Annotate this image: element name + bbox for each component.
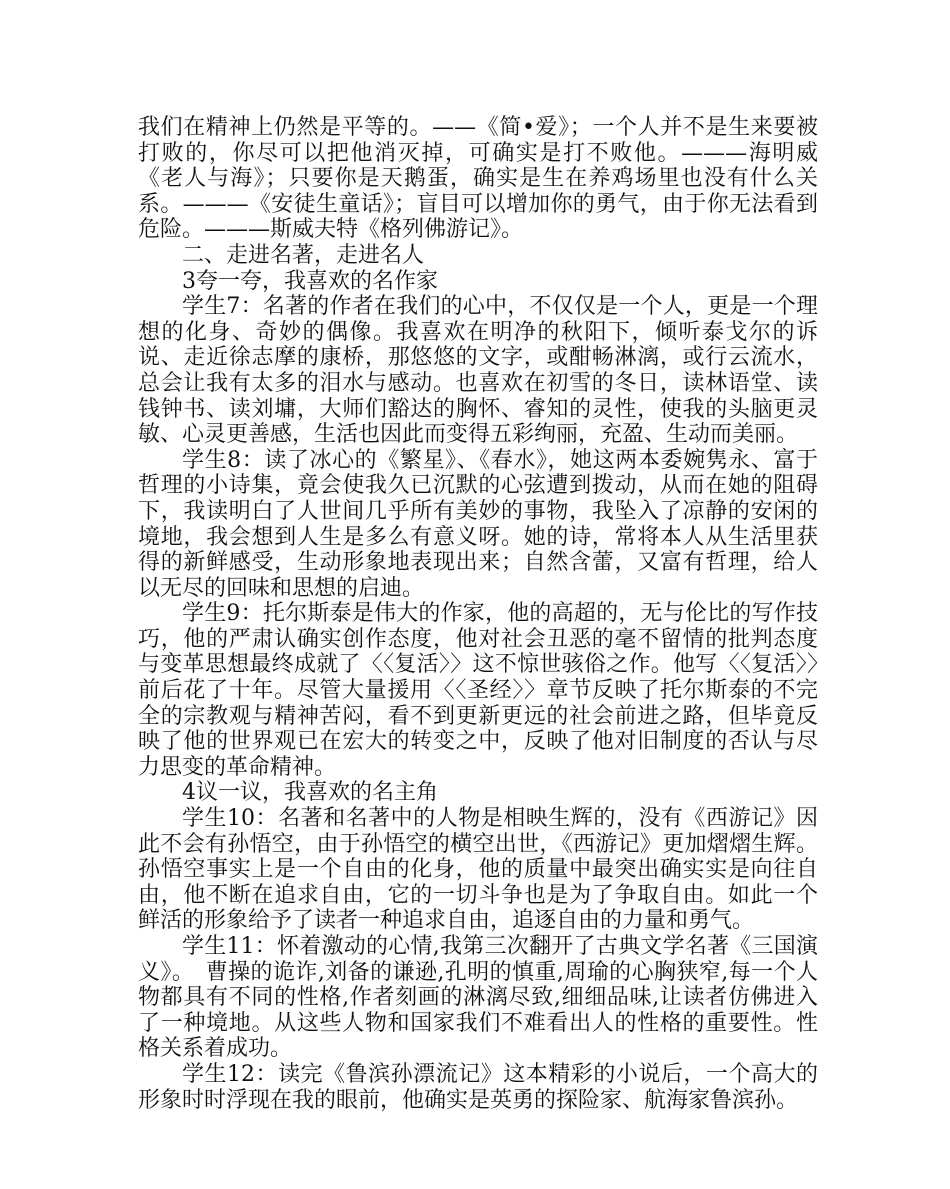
section-heading-two: 二、走进名著，走进名人 bbox=[182, 242, 425, 268]
paragraph-student-9: 学生9：托尔斯泰是伟大的作家，他的高超的，无与伦比的写作技巧，他的严肃认确实创作态度，他对社会丑恶的毫不留情的批判态度与变革思想最终成就了〈〈复活〉〉这不惊世骇俗之作。他写〈〈复活〉〉前后花了十年。尽管大量援用〈〈圣经〉〉章节反映了托尔斯泰的不完全的宗教观与精神苦闷，看不到更新更远的社会前进之路，但毕竟反映了他的世界观已在宏大的转变之中，反映了他对旧制度的否认与尽力思变的革命精神。 bbox=[138, 601, 818, 780]
paragraph-student-7: 学生7：名著的作者在我们的心中，不仅仅是一个人，更是一个理想的化身、奇妙的偶像。我喜欢在明净的秋阳下，倾听泰戈尔的诉说、走近徐志摩的康桥，那悠悠的文字，或酣畅淋漓，或行云流水，总会让我有太多的泪水与感动。也喜欢在初雪的冬日，读林语堂、读钱钟书、读刘墉，大师们豁达的胸怀、睿知的灵性，使我的头脑更灵敏、心灵更善感，生活也因此而变得五彩绚丽，充盈、生动而美丽。 bbox=[138, 294, 818, 448]
document-body bbox=[138, 115, 818, 1113]
subheading-favorite-protagonist: 4议一议，我喜欢的名主角 bbox=[182, 780, 438, 806]
paragraph-student-11: 学生11：怀着激动的心情,我第三次翻开了古典文学名著《三国演义》。 曹操的诡诈,刘备的谦逊,孔明的慎重,周瑜的心胸狭窄,每一个人物都具有不同的性格,作者刻画的淋漓尽致,细细品味,让读者仿佛进入了一种境地。从这些人物和国家我们不难看出人的性格的重要性。性格关系着成功。 bbox=[138, 934, 818, 1062]
paragraph-student-12: 学生12：读完《鲁滨孙漂流记》这本精彩的小说后，一个高大的形象时时浮现在我的眼前，他确实是英勇的探险家、航海家鲁滨孙。 bbox=[138, 1061, 818, 1113]
subheading-favorite-author: 3夸一夸，我喜欢的名作家 bbox=[182, 268, 438, 294]
paragraph-quotes: 我们在精神上仍然是平等的。——《简•爱》；一个人并不是生来要被打败的，你尽可以把他消灭掉，可确实是打不败他。———海明威《老人与海》；只要你是天鹅蛋，确实是生在养鸡场里也没有什么关系。———《安徒生童话》；盲目可以增加你的勇气，由于你无法看到危险。———斯威夫特《格列佛游记》。 bbox=[138, 115, 818, 243]
paragraph-student-8: 学生8：读了冰心的《繁星》、《春水》，她这两本委婉隽永、富于哲理的小诗集，竟会使我久已沉默的心弦遭到拨动，从而在她的阻碍下，我读明白了人世间几乎所有美妙的事物，我坠入了凉静的安闲的境地，我会想到人生是多么有意义呀。她的诗，常将本人从生活里获得的新鲜感受，生动形象地表现出来；自然含蕾，又富有哲理，给人以无尽的回味和思想的启迪。 bbox=[138, 447, 818, 601]
paragraph-student-10: 学生10：名著和名著中的人物是相映生辉的，没有《西游记》因此不会有孙悟空，由于孙悟空的横空出世，《西游记》更加熠熠生辉。孙悟空事实上是一个自由的化身，他的质量中最突出确实实是向往自由，他不断在追求自由，它的一切斗争也是为了争取自由。如此一个鲜活的形象给予了读者一种追求自由，追逐自由的力量和勇气。 bbox=[138, 806, 818, 934]
